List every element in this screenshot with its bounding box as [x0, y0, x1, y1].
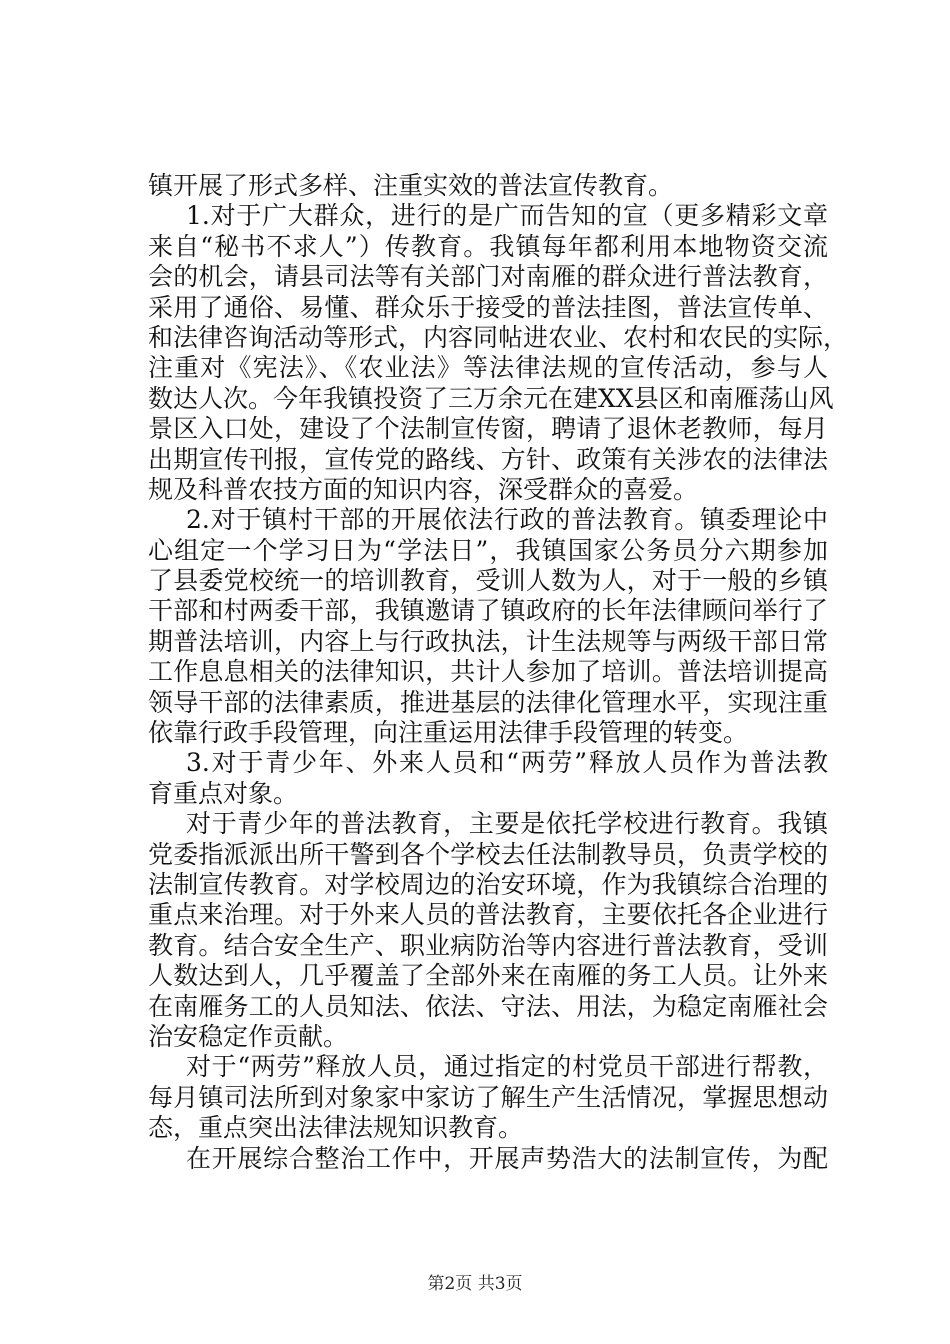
text-line: 在南雁务工的人员知法、依法、守法、用法，为稳定南雁社会: [148, 991, 828, 1021]
text-line: 法制宣传教育。对学校周边的治安环境，作为我镇综合治理的: [148, 869, 828, 899]
text-line: 对于“两劳”释放人员，通过指定的村党员干部进行帮教，: [186, 1052, 828, 1082]
text-line: 3.对于青少年、外来人员和“两劳”释放人员作为普法教: [186, 748, 828, 778]
text-line: 党委指派派出所干警到各个学校去任法制教导员，负责学校的: [148, 839, 828, 869]
text-line: 人数达到人，几乎覆盖了全部外来在南雁的务工人员。让外来: [148, 961, 828, 991]
text-line: 规及科普农技方面的知识内容，深受群众的喜爱。: [148, 474, 699, 504]
text-line: 出期宣传刊报，宣传党的路线、方针、政策有关涉农的法律法: [148, 444, 828, 474]
text-line: 和法律咨询活动等形式，内容同帖进农业、农村和农民的实际，: [148, 322, 849, 352]
text-line: 工作息息相关的法律知识，共计人参加了培训。普法培训提高: [148, 657, 828, 687]
text-line: 1.对于广大群众，进行的是广而告知的宣（更多精彩文章: [186, 201, 828, 231]
text-line: 对于青少年的普法教育，主要是依托学校进行教育。我镇: [186, 809, 828, 839]
page-number-label: 第2页 共3页: [427, 1274, 523, 1294]
text-line: 数达人次。今年我镇投资了三万余元在建XX县区和南雁荡山风: [148, 383, 834, 413]
text-line: 重点来治理。对于外来人员的普法教育，主要依托各企业进行: [148, 900, 828, 930]
text-line: 每月镇司法所到对象家中家访了解生产生活情况，掌握思想动: [148, 1082, 828, 1112]
document-body: [148, 171, 849, 1174]
text-line: 注重对《宪法》、《农业法》等法律法规的宣传活动，参与人: [148, 353, 828, 383]
text-line: 教育。结合安全生产、职业病防治等内容进行普法教育，受训: [148, 930, 828, 960]
text-line: 态，重点突出法律法规知识教育。: [148, 1113, 524, 1143]
text-line: 景区入口处，建设了个法制宣传窗，聘请了退休老教师，每月: [148, 414, 828, 444]
text-line: 育重点对象。: [148, 778, 299, 808]
page-footer: [0, 1273, 950, 1295]
text-line: 了县委党校统一的培训教育，受训人数为人，对于一般的乡镇: [148, 566, 828, 596]
text-line: 2.对于镇村干部的开展依法行政的普法教育。镇委理论中: [186, 505, 828, 535]
text-line: 治安稳定作贡献。: [148, 1021, 349, 1051]
text-line: 心组定一个学习日为“学法日”，我镇国家公务员分六期参加: [148, 535, 828, 565]
text-line: 期普法培训，内容上与行政执法，计生法规等与两级干部日常: [148, 626, 828, 656]
text-line: 在开展综合整治工作中，开展声势浩大的法制宣传，为配: [186, 1143, 828, 1173]
text-line: 领导干部的法律素质，推进基层的法律化管理水平，实现注重: [148, 687, 828, 717]
text-line: 采用了通俗、易懂、群众乐于接受的普法挂图，普法宣传单、: [148, 292, 828, 322]
text-line: 来自“秘书不求人”）传教育。我镇每年都利用本地物资交流: [148, 231, 828, 261]
text-line: 镇开展了形式多样、注重实效的普法宣传教育。: [148, 171, 674, 200]
text-line: 会的机会，请县司法等有关部门对南雁的群众进行普法教育，: [148, 262, 828, 292]
text-line: 依靠行政手段管理，向注重运用法律手段管理的转变。: [148, 718, 749, 748]
text-line: 干部和村两委干部，我镇邀请了镇政府的长年法律顾问举行了: [148, 596, 828, 626]
